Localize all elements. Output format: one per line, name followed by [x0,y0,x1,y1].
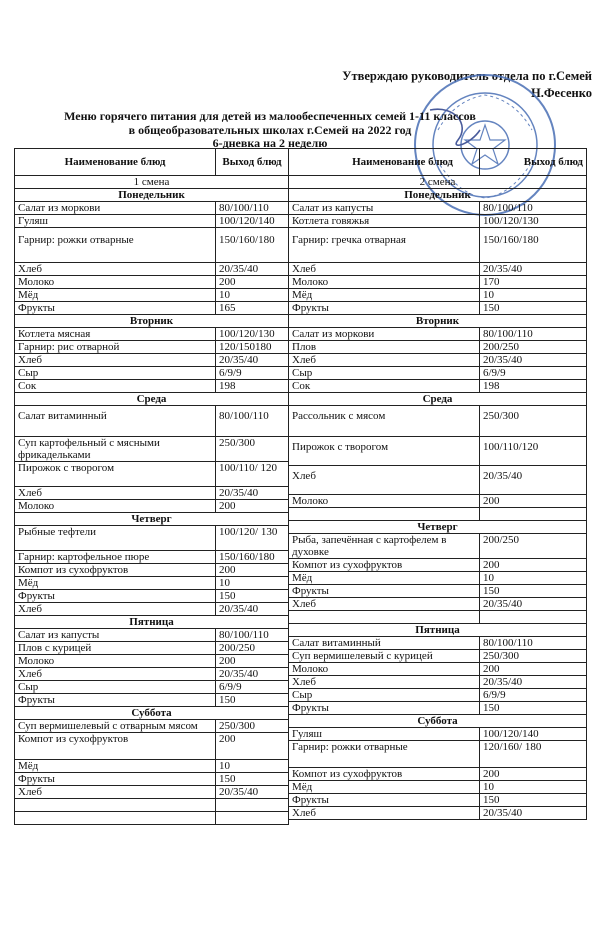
dish-name: Сыр [15,681,216,694]
day-heading: Понедельник [15,189,289,202]
dish-name: Мёд [15,760,216,773]
menu-item-row [289,406,587,437]
dish-output: 80/100/110 [216,629,289,642]
dish-name: Хлеб [289,676,480,689]
dish-output: 150 [216,590,289,603]
menu-rows [15,189,289,825]
menu-item-row [289,263,587,276]
header-dish-name: Наименование блюд [15,149,216,176]
day-heading-row [15,616,289,629]
dish-name: Котлета мясная [15,328,216,341]
menu-item-row [15,228,289,263]
dish-output: 200 [480,495,587,508]
menu-item-row [15,462,289,487]
menu-item-row [15,720,289,733]
menu-table-shift-2 [288,148,587,820]
dish-name: Молоко [289,276,480,289]
dish-output: 6/9/9 [216,681,289,694]
menu-item-row [15,437,289,462]
dish-name: Фрукты [15,302,216,315]
dish-name: Суп картофельный с мясными фрикадельками [15,437,216,462]
approval-line-2: Н.Фесенко [530,86,592,100]
dish-output: 200 [480,559,587,572]
dish-name: Компот из сухофруктов [15,733,216,760]
dish-name [289,611,480,624]
dish-output: 200/250 [480,341,587,354]
dish-output: 100/110/120 [480,437,587,466]
dish-name: Гуляш [15,215,216,228]
dish-name: Мёд [289,572,480,585]
menu-item-row [15,215,289,228]
dish-output: 150 [480,302,587,315]
dish-output: 20/35/40 [216,786,289,799]
dish-name: Сыр [289,689,480,702]
dish-name: Мёд [289,781,480,794]
header-dish-name: Наименование блюд [289,149,480,176]
dish-output: 200/250 [480,534,587,559]
menu-item-row [289,302,587,315]
dish-output: 80/100/110 [480,637,587,650]
menu-item-row [289,215,587,228]
day-heading: Среда [289,393,587,406]
dish-name: Рассольник с мясом [289,406,480,437]
document-title [60,110,480,151]
dish-name: Хлеб [289,466,480,495]
menu-item-row [15,799,289,812]
dish-name: Хлеб [15,668,216,681]
dish-output: 6/9/9 [480,367,587,380]
dish-output: 20/35/40 [216,354,289,367]
menu-item-row [289,650,587,663]
dish-output: 100/120/130 [216,328,289,341]
dish-output: 80/100/110 [480,328,587,341]
dish-output: 200 [216,500,289,513]
dish-output: 200 [216,564,289,577]
menu-item-row [289,728,587,741]
day-heading: Суббота [15,707,289,720]
dish-output: 150 [480,585,587,598]
day-heading-row [289,715,587,728]
dish-output [480,508,587,521]
dish-name: Салат из моркови [289,328,480,341]
dish-name: Хлеб [289,807,480,820]
menu-item-row [289,572,587,585]
dish-output: 20/35/40 [216,603,289,616]
dish-output: 100/120/140 [480,728,587,741]
dish-output: 100/120/140 [216,215,289,228]
menu-item-row [15,276,289,289]
approval-line-1: Утверждаю руководитель отдела по г.Семей [342,69,592,83]
dish-output: 250/300 [480,650,587,663]
dish-output: 198 [480,380,587,393]
dish-output: 150/160/180 [216,551,289,564]
day-heading: Четверг [15,513,289,526]
menu-item-row [15,760,289,773]
dish-output: 250/300 [216,720,289,733]
dish-name: Фрукты [289,585,480,598]
dish-name: Хлеб [289,598,480,611]
dish-name: Мёд [15,289,216,302]
dish-name: Хлеб [15,603,216,616]
dish-output: 150/160/180 [480,228,587,263]
dish-name: Рыбные тефтели [15,526,216,551]
dish-output: 200 [216,276,289,289]
dish-output: 120/160/ 180 [480,741,587,768]
dish-output: 200 [216,733,289,760]
dish-name: Плов [289,341,480,354]
dish-output: 6/9/9 [216,367,289,380]
day-heading: Понедельник [289,189,587,202]
dish-output: 20/35/40 [216,668,289,681]
menu-item-row [289,289,587,302]
dish-name: Плов с курицей [15,642,216,655]
menu-item-row [289,354,587,367]
menu-item-row [289,702,587,715]
shift-label: 1 смена [15,176,289,189]
dish-output: 20/35/40 [480,354,587,367]
dish-name: Хлеб [289,354,480,367]
menu-item-row [289,328,587,341]
dish-name: Хлеб [15,263,216,276]
dish-name: Гарнир: картофельное пюре [15,551,216,564]
menu-item-row [15,263,289,276]
menu-item-row [289,276,587,289]
dish-output: 250/300 [480,406,587,437]
title-line-3: 6-дневка на 2 неделю [212,136,328,150]
dish-output: 150 [216,694,289,707]
dish-name: Молоко [15,655,216,668]
day-heading: Вторник [289,315,587,328]
dish-output: 10 [480,289,587,302]
menu-item-row [289,663,587,676]
dish-name: Мёд [15,577,216,590]
menu-item-row [289,768,587,781]
dish-output: 200/250 [216,642,289,655]
dish-output: 250/300 [216,437,289,462]
dish-name: Рыба, запечённая с картофелем в духовке [289,534,480,559]
menu-item-row [289,367,587,380]
dish-output: 200 [216,655,289,668]
menu-item-row [15,668,289,681]
menu-item-row [15,694,289,707]
dish-output: 150 [480,702,587,715]
dish-name: Суп вермишелевый с курицей [289,650,480,663]
dish-name: Фрукты [289,702,480,715]
menu-item-row [15,786,289,799]
dish-output: 170 [480,276,587,289]
dish-name: Фрукты [15,590,216,603]
dish-output: 20/35/40 [480,466,587,495]
dish-name: Котлета говяжья [289,215,480,228]
dish-output: 80/100/110 [480,202,587,215]
dish-name: Салат из капусты [289,202,480,215]
dish-output: 20/35/40 [480,598,587,611]
dish-name: Молоко [15,500,216,513]
dish-name: Молоко [15,276,216,289]
day-heading-row [289,521,587,534]
day-heading-row [15,189,289,202]
dish-output: 165 [216,302,289,315]
menu-item-row [15,526,289,551]
dish-name: Хлеб [15,487,216,500]
dish-output: 20/35/40 [216,263,289,276]
day-heading-row [289,624,587,637]
dish-name: Пирожок с творогом [289,437,480,466]
menu-table-shift-1 [14,148,289,825]
menu-item-row [289,437,587,466]
menu-item-row [289,585,587,598]
menu-item-row [289,202,587,215]
dish-output [480,611,587,624]
menu-item-row [15,564,289,577]
table-header-row [289,149,587,176]
dish-output: 150 [480,794,587,807]
dish-output [216,799,289,812]
menu-item-row [15,773,289,786]
dish-name: Салат из капусты [15,629,216,642]
day-heading: Среда [15,393,289,406]
menu-item-row [15,367,289,380]
day-heading: Четверг [289,521,587,534]
dish-name: Гуляш [289,728,480,741]
menu-item-row [289,466,587,495]
dish-output: 100/120/130 [480,215,587,228]
menu-item-row [15,302,289,315]
dish-output: 20/35/40 [480,263,587,276]
header-output: Выход блюд [216,149,289,176]
menu-item-row [289,637,587,650]
menu-item-row [289,741,587,768]
dish-output: 10 [216,289,289,302]
dish-name: Фрукты [15,773,216,786]
dish-output: 20/35/40 [216,487,289,500]
dish-output: 10 [216,760,289,773]
dish-output: 80/100/110 [216,406,289,437]
menu-item-row [289,380,587,393]
dish-name: Гарнир: рис отварной [15,341,216,354]
day-heading: Пятница [15,616,289,629]
day-heading-row [289,393,587,406]
menu-item-row [15,380,289,393]
table-header-row [15,149,289,176]
menu-item-row [15,341,289,354]
dish-name: Компот из сухофруктов [289,559,480,572]
dish-name: Фрукты [15,694,216,707]
shift-label: 2 смена [289,176,587,189]
menu-item-row [289,559,587,572]
menu-item-row [289,611,587,624]
shift-row [289,176,587,189]
dish-name: Фрукты [289,794,480,807]
menu-item-row [15,551,289,564]
dish-output: 200 [480,768,587,781]
menu-item-row [289,676,587,689]
dish-name: Компот из сухофруктов [15,564,216,577]
dish-name: Салат витаминный [289,637,480,650]
dish-output [216,812,289,825]
menu-item-row [15,406,289,437]
dish-output: 20/35/40 [480,807,587,820]
dish-name: Компот из сухофруктов [289,768,480,781]
dish-name: Хлеб [15,786,216,799]
dish-output: 20/35/40 [480,676,587,689]
menu-item-row [289,495,587,508]
dish-name: Пирожок с творогом [15,462,216,487]
day-heading-row [15,393,289,406]
dish-name: Сыр [289,367,480,380]
dish-output: 10 [480,572,587,585]
menu-item-row [289,689,587,702]
dish-name: Хлеб [15,354,216,367]
menu-item-row [289,534,587,559]
dish-output: 100/120/ 130 [216,526,289,551]
dish-name: Молоко [289,495,480,508]
dish-name: Гарнир: рожки отварные [15,228,216,263]
dish-output: 10 [216,577,289,590]
dish-name: Гарнир: рожки отварные [289,741,480,768]
dish-output: 150/160/180 [216,228,289,263]
day-heading: Суббота [289,715,587,728]
menu-item-row [15,487,289,500]
menu-item-row [15,733,289,760]
menu-item-row [289,598,587,611]
dish-output: 80/100/110 [216,202,289,215]
title-line-2: в общеобразовательных школах г.Семей на 2022 год [128,122,412,137]
title-line-1: Меню горячего питания для детей из малообеспеченных семей 1-11 классов [64,109,476,123]
day-heading-row [15,707,289,720]
dish-name [15,799,216,812]
day-heading-row [289,315,587,328]
day-heading-row [289,189,587,202]
menu-item-row [15,629,289,642]
dish-name: Суп вермишелевый с отварным мясом [15,720,216,733]
menu-item-row [15,354,289,367]
dish-name: Салат из моркови [15,202,216,215]
shift-row [15,176,289,189]
dish-output: 100/110/ 120 [216,462,289,487]
day-heading-row [15,513,289,526]
menu-item-row [15,590,289,603]
menu-rows [289,189,587,820]
dish-name: Хлеб [289,263,480,276]
dish-name: Фрукты [289,302,480,315]
dish-name: Салат витаминный [15,406,216,437]
dish-name: Сок [289,380,480,393]
dish-output: 6/9/9 [480,689,587,702]
day-heading: Вторник [15,315,289,328]
menu-item-row [289,341,587,354]
menu-item-row [15,603,289,616]
dish-output: 200 [480,663,587,676]
menu-item-row [15,812,289,825]
menu-item-row [289,781,587,794]
menu-item-row [15,642,289,655]
dish-output: 120/150180 [216,341,289,354]
header-output: Выход блюд [480,149,587,176]
dish-name: Сыр [15,367,216,380]
day-heading: Пятница [289,624,587,637]
dish-name [15,812,216,825]
menu-item-row [289,794,587,807]
menu-item-row [289,228,587,263]
menu-item-row [15,328,289,341]
dish-name: Сок [15,380,216,393]
dish-output: 150 [216,773,289,786]
menu-item-row [15,655,289,668]
menu-item-row [15,577,289,590]
dish-name: Молоко [289,663,480,676]
menu-item-row [15,289,289,302]
dish-name [289,508,480,521]
dish-output: 198 [216,380,289,393]
dish-name: Мёд [289,289,480,302]
menu-item-row [289,508,587,521]
menu-item-row [15,202,289,215]
dish-name: Гарнир: гречка отварная [289,228,480,263]
menu-item-row [15,500,289,513]
dish-output: 10 [480,781,587,794]
menu-item-row [289,807,587,820]
menu-item-row [15,681,289,694]
day-heading-row [15,315,289,328]
